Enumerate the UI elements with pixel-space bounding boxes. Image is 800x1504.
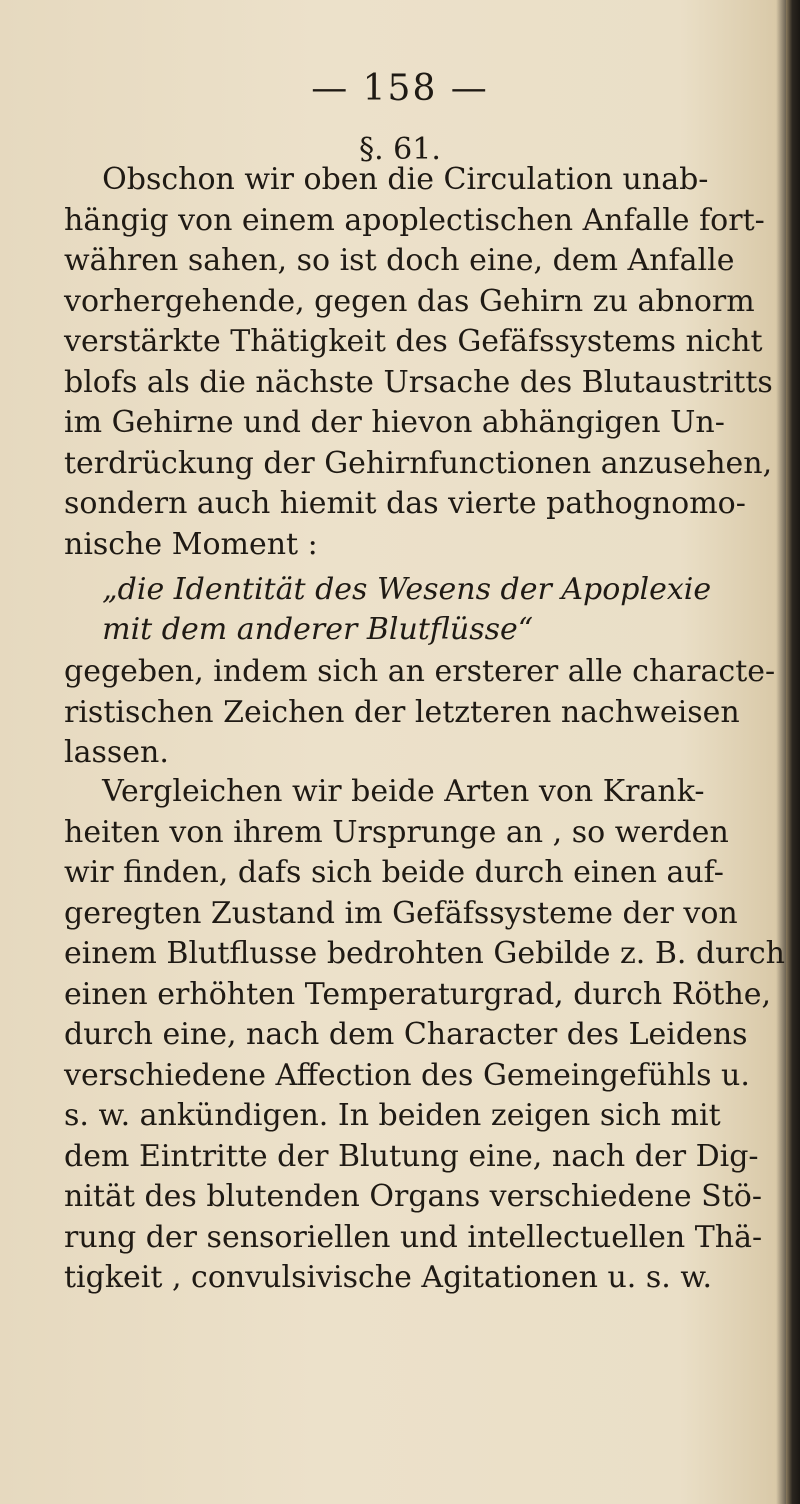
page-number: — 158 — [311, 68, 489, 109]
quotation: „die Identität des Wesens der Apoplexie mit dem anderer Blutflüsse“ [102, 572, 712, 647]
paragraph-2: gegeben, indem sich an ersterer alle characte- ristischen Zeichen der letzteren nachweisen lassen. [64, 654, 776, 770]
paragraph-3: Vergleichen wir beide Arten von Krank- heiten von ihrem Ursprunge an , so werden wir finden, dafs sich beide durch einen auf- geregten Zustand im Gefäfssysteme der von einem Blutflusse bedrohten Gebilde z. B. durch einen erhöhten Temperaturgrad, durch Röthe, durch eine, nach dem Character des Leidens verschiedene Affection des Gemeingefühls u. s. w. ankündigen. In beiden zeigen sich mit dem Eintritte der Blutung eine, nach der Dig- nität des blutenden Organs verschiedene Stö- rung der sensoriellen und intellectuellen Thä- tigkeit , convulsivische Agitationen u. s. w. [64, 774, 785, 1295]
paragraph-1: Obschon wir oben die Circulation unab- hängig von einem apoplectischen Anfalle fort- währen sahen, so ist doch eine, dem Anfalle vorhergehende, gegen das Gehirn zu abnorm verstärkte Thätigkeit des Gefäfssystems nicht blofs als die nächste Ursache des Blutaustritts im Gehirne und der hievon abhängigen Un- terdrückung der Gehirnfunctionen anzusehen, sondern auch hiemit das vierte pathognomo- nische Moment : [64, 162, 773, 562]
page-edge-shadow [786, 0, 800, 1504]
section-heading: §. 61. [359, 132, 441, 167]
